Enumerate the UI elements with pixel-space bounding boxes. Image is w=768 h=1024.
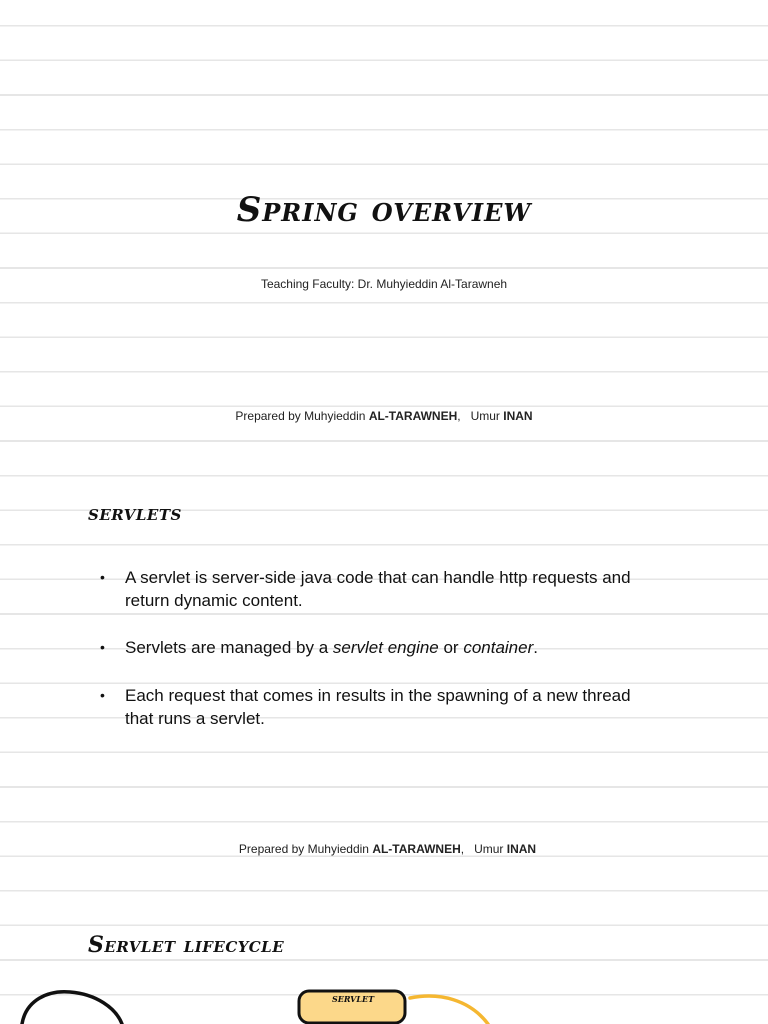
credit-author2: INAN	[503, 409, 533, 423]
flow-arrow	[410, 996, 488, 1024]
servlet-badge-label: servlet	[331, 992, 375, 1005]
credit-prefix: Prepared by Muhyieddin	[235, 409, 369, 423]
prepared-by-credit	[0, 409, 768, 423]
servlet-lifecycle-heading: Servlet lifecycle	[88, 932, 285, 958]
credit-author1: AL-TARAWNEH	[368, 409, 458, 423]
credit-separator: , Umur	[457, 409, 504, 423]
bullet-text: or	[438, 638, 464, 657]
credit-prefix: Prepared by Muhyieddin	[238, 842, 373, 856]
lifecycle-circle	[22, 992, 122, 1024]
servlet-bullets	[100, 566, 640, 754]
credit-separator: , Umur	[460, 842, 507, 856]
servlets-heading: servlets	[88, 500, 182, 526]
servlet-engine-term: servlet engine	[332, 638, 439, 657]
bullet-text: Servlets are managed by a	[125, 638, 333, 657]
bullet-item	[100, 636, 640, 659]
credit-author1: AL-TARAWNEH	[372, 842, 461, 856]
bullet-text: .	[533, 638, 538, 657]
slide-title: Spring overview	[236, 190, 532, 230]
bullet-item: • Each request that comes in results in the spawning of a new thread that runs a servlet.	[100, 684, 640, 730]
prepared-by-credit	[7, 842, 768, 856]
container-term: container	[463, 638, 534, 657]
credit-author2: INAN	[506, 842, 537, 856]
bullet-item: • A servlet is server-side java code that can handle http requests and return dynamic content.	[100, 566, 640, 612]
teaching-faculty: Teaching Faculty: Dr. Muhyieddin Al-Tarawneh	[260, 277, 508, 291]
